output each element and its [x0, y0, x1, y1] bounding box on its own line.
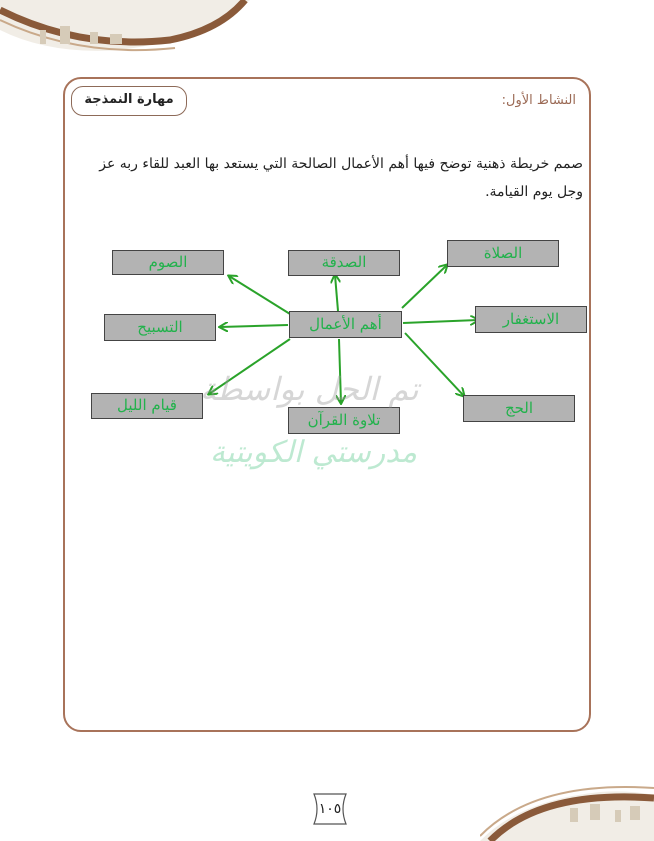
node-quran: تلاوة القرآن	[288, 407, 400, 434]
page-number: ١٠٥	[318, 801, 342, 817]
node-prayer: الصلاة	[447, 240, 559, 267]
node-charity: الصدقة	[288, 250, 400, 276]
node-center: أهم الأعمال	[289, 311, 402, 338]
node-hajj: الحج	[463, 395, 575, 422]
arrow-charity	[335, 275, 338, 311]
arrow-fasting	[229, 276, 290, 314]
arrow-tasbih	[220, 325, 288, 327]
node-night-prayer: قيام الليل	[91, 393, 203, 419]
skill-badge: مهارة النمذجة	[71, 86, 187, 116]
arrow-prayer	[402, 265, 447, 308]
instruction-text: صمم خريطة ذهنية توضح فيها أهم الأعمال الصالحة التي يستعد بها العبد للقاء ربه عز وجل يوم القيامة.	[99, 156, 583, 200]
arrow-istighfar	[403, 320, 478, 323]
watermark-line2: مدرستي الكويتية	[210, 435, 418, 470]
node-istighfar: الاستغفار	[475, 306, 587, 333]
node-tasbih: التسبيح	[104, 314, 216, 341]
node-fasting: الصوم	[112, 250, 224, 275]
watermark-line1: تم الحل بواسطة	[200, 370, 419, 408]
activity-label: النشاط الأول:	[501, 93, 576, 108]
